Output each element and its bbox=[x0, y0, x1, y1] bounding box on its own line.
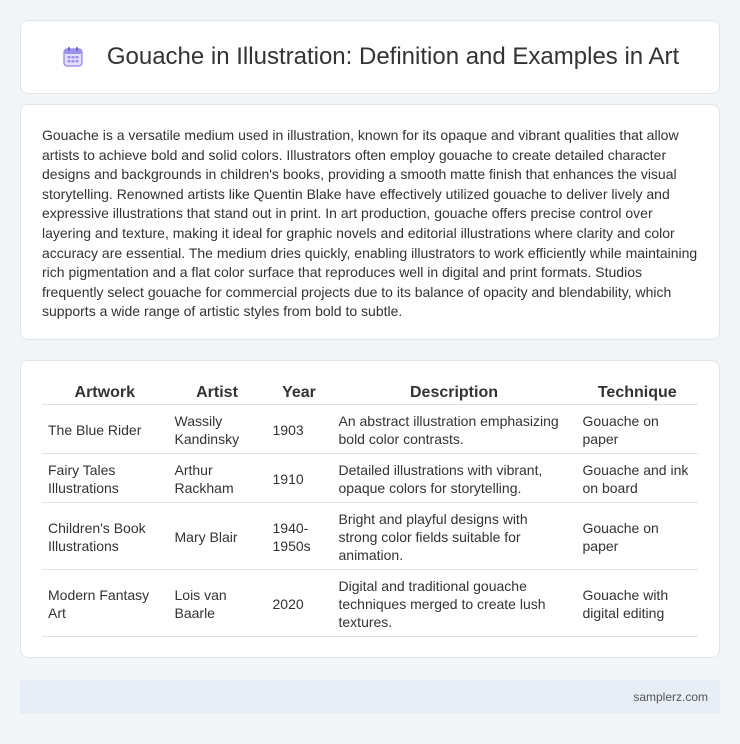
cell-artist: Lois van Baarle bbox=[168, 570, 266, 637]
table-header-row bbox=[42, 381, 698, 405]
cell-technique: Gouache and ink on board bbox=[576, 454, 698, 503]
footer-site-link[interactable]: samplerz.com bbox=[633, 690, 708, 704]
article-paragraph: Gouache is a versatile medium used in illustration, known for its opaque and vibrant qualities that allow artists to achieve bold and solid colors. Illustrators often employ gouache to create detailed character designs and backgrounds in children's books, providing a smooth matte finish that enhances the visual storytelling. Renowned artists like Quentin Blake have effectively utilized gouache to deliver lively and expressive illustrations that stand out in print. In art production, gouache offers precise control over layering and texture, making it ideal for graphic novels and editorial illustrations where clarity and color accuracy are essential. The medium dries quickly, enabling illustrators to work efficiently while maintaining rich pigmentation and a flat color surface that reproduces well in digital and print formats. Studios frequently select gouache for commercial projects due to its balance of opacity and blendability, which supports a wide range of artistic styles from bold to subtle. bbox=[42, 127, 698, 320]
table-row bbox=[42, 503, 698, 570]
cell-technique: Gouache on paper bbox=[576, 405, 698, 454]
table-card bbox=[20, 360, 720, 658]
footer bbox=[20, 680, 720, 714]
column-header-technique: Technique bbox=[576, 381, 698, 405]
header bbox=[61, 43, 679, 71]
cell-description: Bright and playful designs with strong color fields suitable for animation. bbox=[332, 503, 576, 570]
article-card bbox=[20, 104, 720, 340]
cell-year: 2020 bbox=[266, 570, 332, 637]
header-card bbox=[20, 20, 720, 94]
cell-description: Digital and traditional gouache techniques merged to create lush textures. bbox=[332, 570, 576, 637]
table-row bbox=[42, 570, 698, 637]
cell-artist: Wassily Kandinsky bbox=[168, 405, 266, 454]
cell-artwork: Modern Fantasy Art bbox=[42, 570, 168, 637]
cell-artist: Mary Blair bbox=[168, 503, 266, 570]
cell-description: An abstract illustration emphasizing bold color contrasts. bbox=[332, 405, 576, 454]
cell-description: Detailed illustrations with vibrant, opaque colors for storytelling. bbox=[332, 454, 576, 503]
cell-artwork: Fairy Tales Illustrations bbox=[42, 454, 168, 503]
cell-year: 1910 bbox=[266, 454, 332, 503]
cell-year: 1903 bbox=[266, 405, 332, 454]
cell-technique: Gouache with digital editing bbox=[576, 570, 698, 637]
artworks-table bbox=[42, 381, 698, 637]
cell-artwork: Children's Book Illustrations bbox=[42, 503, 168, 570]
column-header-description: Description bbox=[332, 381, 576, 405]
column-header-year: Year bbox=[266, 381, 332, 405]
page-title: Gouache in Illustration: Definition and Examples in Art bbox=[106, 43, 680, 70]
cell-artist: Arthur Rackham bbox=[168, 454, 266, 503]
table-row bbox=[42, 454, 698, 503]
calendar-icon bbox=[61, 45, 85, 69]
table-row bbox=[42, 405, 698, 454]
column-header-artwork: Artwork bbox=[42, 381, 168, 405]
cell-technique: Gouache on paper bbox=[576, 503, 698, 570]
cell-year: 1940-1950s bbox=[266, 503, 332, 570]
cell-artwork: The Blue Rider bbox=[42, 405, 168, 454]
column-header-artist: Artist bbox=[168, 381, 266, 405]
